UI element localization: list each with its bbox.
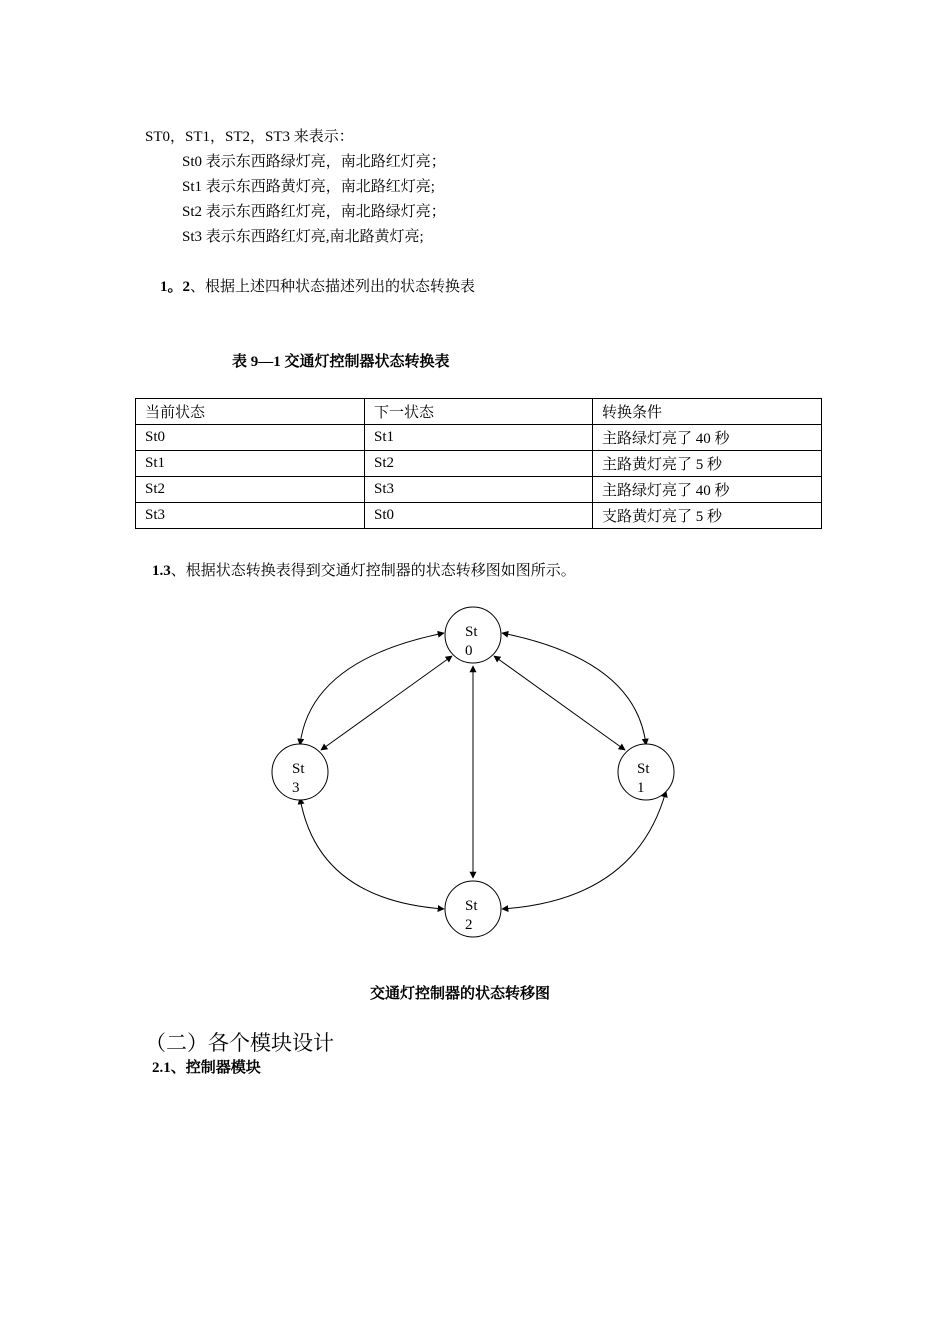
table-cell: St0 <box>365 503 593 529</box>
section-text: 、根据状态转换表得到交通灯控制器的状态转移图如图所示。 <box>170 563 576 579</box>
table-cell: St1 <box>136 451 365 477</box>
state-node-st1 <box>618 744 674 800</box>
edge-st0-st1-diagonal <box>494 656 625 750</box>
state-label: 3 <box>292 780 300 796</box>
diagram-caption: 交通灯控制器的状态转移图 <box>370 986 551 1002</box>
table-cell: 主路绿灯亮了 40 秒 <box>593 477 822 503</box>
edge-st0-st3-diagonal <box>321 656 452 750</box>
edge-st0-st3 <box>300 633 444 745</box>
header-next-state: 下一状态 <box>365 399 593 425</box>
section-2-heading: （二）各个模块设计 <box>145 1031 334 1055</box>
edge-st1-st2 <box>502 791 666 909</box>
intro-line: ST0，ST1，ST2，ST3 来表示： <box>145 129 354 145</box>
header-condition: 转换条件 <box>593 399 822 425</box>
table-cell: St0 <box>136 425 365 451</box>
section-text: 、根据上述四种状态描述列出的状态转换表 <box>190 279 476 295</box>
edge-st0-st1 <box>502 633 646 745</box>
table-cell: St3 <box>136 503 365 529</box>
table-cell: 主路黄灯亮了 5 秒 <box>593 451 822 477</box>
table-cell: St1 <box>365 425 593 451</box>
state-node-st0 <box>445 607 501 663</box>
state-desc-st0: St0 表示东西路绿灯亮，南北路红灯亮； <box>182 154 446 170</box>
edge-st3-st2 <box>300 798 444 909</box>
state-label: St <box>292 761 305 777</box>
section-number: 1.3 <box>152 563 171 579</box>
state-label: 2 <box>465 917 473 933</box>
table-cell: St2 <box>136 477 365 503</box>
state-node-st3 <box>272 744 328 800</box>
table-cell: 支路黄灯亮了 5 秒 <box>593 503 822 529</box>
state-label: 0 <box>465 643 473 659</box>
state-desc-st3: St3 表示东西路红灯亮,南北路黄灯亮; <box>182 229 424 245</box>
table-cell: St3 <box>365 477 593 503</box>
table-caption: 表 9—1 交通灯控制器状态转换表 <box>232 354 450 370</box>
state-desc-st1: St1 表示东西路黄灯亮，南北路红灯亮; <box>182 179 435 195</box>
state-label: St <box>637 761 650 777</box>
state-label: St <box>465 624 478 640</box>
table-cell: St2 <box>365 451 593 477</box>
section-2-1-heading: 2.1、控制器模块 <box>152 1060 261 1076</box>
state-label: 1 <box>637 780 645 796</box>
state-node-st2 <box>445 881 501 937</box>
section-number: 1。2 <box>160 279 191 295</box>
header-current-state: 当前状态 <box>136 399 365 425</box>
state-label: St <box>465 898 478 914</box>
table-cell: 主路绿灯亮了 40 秒 <box>593 425 822 451</box>
state-desc-st2: St2 表示东西路红灯亮，南北路绿灯亮； <box>182 204 446 220</box>
